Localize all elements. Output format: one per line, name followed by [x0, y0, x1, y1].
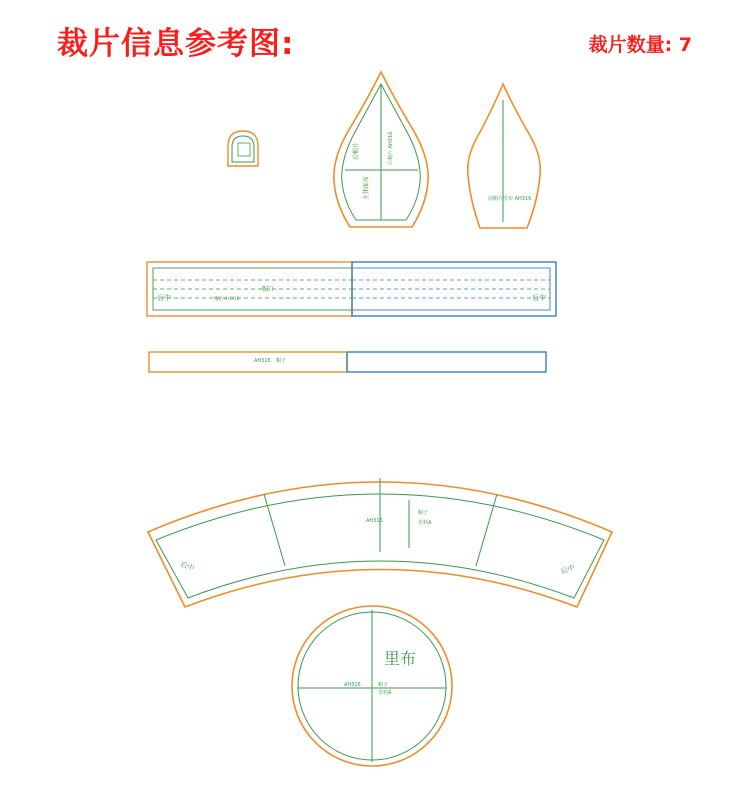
brim-right: 后中 [559, 563, 576, 576]
strip-label: 帽子 [276, 358, 287, 364]
brim-sub: 里料A [418, 520, 432, 526]
band-label-left: 后中 [157, 294, 171, 302]
brim-left: 后中 [179, 560, 196, 573]
strip-piece [149, 352, 546, 372]
brim-label: 帽子 [418, 510, 429, 516]
circle-title: 里布 [384, 649, 417, 668]
band-piece [147, 262, 556, 316]
band-center-label: 帽口 [262, 286, 275, 293]
circle-piece [292, 606, 452, 766]
circle-code: AH316 [344, 682, 361, 688]
brim-code: AH316 [366, 518, 383, 524]
band-label-right: 后中 [532, 294, 546, 302]
crown-b-label: 前帽片里布 AH316 [488, 196, 532, 202]
strip-code: AH316 [254, 358, 271, 364]
brim-piece [148, 478, 612, 607]
piece-count: 裁片数量: 7 [588, 34, 692, 56]
crown-a-label: 后帽片 [353, 141, 360, 160]
circle-sub: 里料A [378, 690, 392, 696]
circle-label: 帽子 [378, 682, 389, 688]
crown-piece-b [468, 84, 541, 228]
crown-a-code: 后帽片 AH316 [388, 131, 394, 165]
crown-piece-a [334, 72, 428, 227]
band-code: 帽沿 AH316 [214, 297, 240, 302]
crown-a-sublabel: 主体面布 [363, 175, 370, 200]
button-piece [228, 131, 258, 166]
page-title: 裁片信息参考图: [57, 26, 295, 62]
